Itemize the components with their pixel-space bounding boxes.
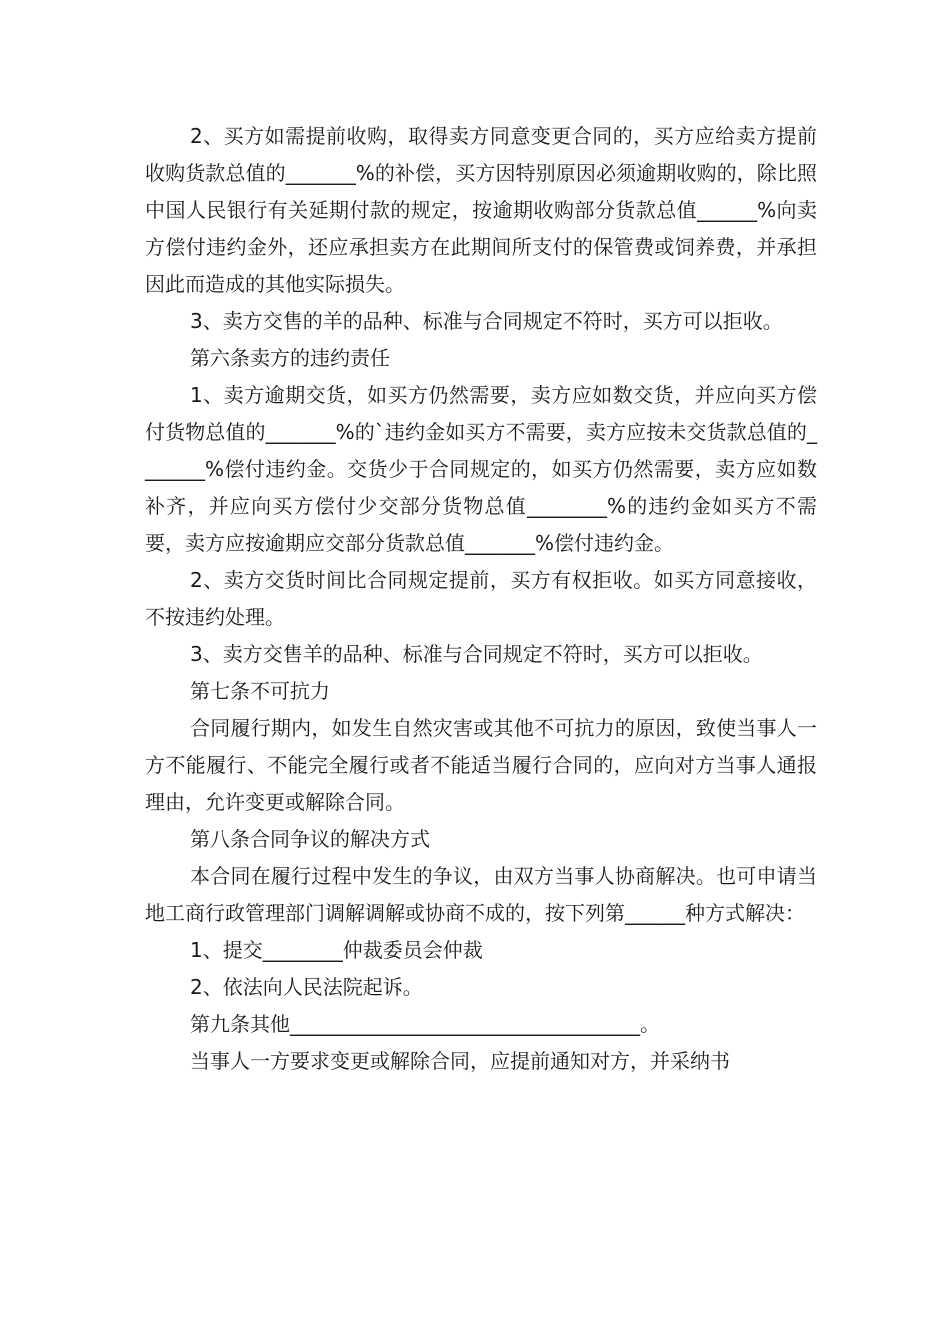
clause-7-body: 合同履行期内，如发生自然灾害或其他不可抗力的原因，致使当事人一方不能履行、不能完全履行或者不能适当履行合同的，应向对方当事人通报理由，允许变更或解除合同。 — [145, 716, 817, 814]
clause-6-item-2: 2、卖方交货时间比合同规定提前，买方有权拒收。如买方同意接收，不按违约处理。 — [145, 568, 817, 629]
section-heading-7: 第七条不可抗力 — [190, 679, 330, 703]
clause-8-item-2: 2、依法向人民法院起诉。 — [190, 975, 423, 999]
section-heading-6: 第六条卖方的违约责任 — [190, 346, 390, 370]
clause-5-item-2: 2、买方如需提前收购，取得卖方同意变更合同的，买方应给卖方提前收购货款总值的_______%的补偿，买方因特别原因必须逾期收购的，除比照中国人民银行有关延期付款的规定，按逾期收购部分货款总值______%向卖方偿付违约金外，还应承担卖方在此期间所支付的保管费或饲养费，并承担因此而造成的其他实际损失。 — [145, 124, 817, 296]
clause-8-body: 本合同在履行过程中发生的争议，由双方当事人协商解决。也可申请当地工商行政管理部门调解调解或协商不成的，按下列第______种方式解决： — [145, 864, 817, 925]
clause-6-item-3: 3、卖方交售羊的品种、标准与合同规定不符时，买方可以拒收。 — [190, 642, 763, 666]
section-heading-8: 第八条合同争议的解决方式 — [190, 827, 430, 851]
document-body — [145, 118, 817, 1080]
clause-6-item-1: 1、卖方逾期交货，如买方仍然需要，卖方应如数交货，并应向买方偿付货物总值的_______%的`违约金如买方不需要，卖方应按未交货款总值的_______%偿付违约金。交货少于合同规定的，如买方仍然需要，卖方应如数补齐，并应向买方偿付少交部分货物总值________%的违约金如买方不需要，卖方应按逾期应交部分货款总值_______%偿付违约金。 — [145, 383, 817, 555]
clause-9-body: 当事人一方要求变更或解除合同，应提前通知对方，并采纳书 — [190, 1049, 730, 1073]
clause-8-item-1: 1、提交________仲裁委员会仲裁 — [190, 938, 483, 962]
clause-5-item-3: 3、卖方交售的羊的品种、标准与合同规定不符时，买方可以拒收。 — [190, 309, 783, 333]
section-heading-9: 第九条其他___________________________________。 — [190, 1012, 660, 1036]
